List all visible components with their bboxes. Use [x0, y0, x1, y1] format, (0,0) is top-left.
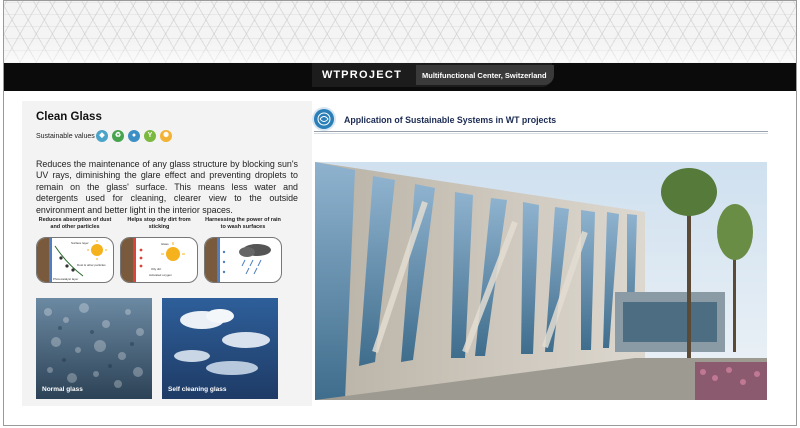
recycle-icon: ♻: [112, 130, 124, 142]
building-facade-image: [315, 162, 767, 400]
rain-diagram-illustration: [205, 238, 281, 282]
water-drop-icon: ◆: [96, 130, 108, 142]
panel-title: Clean Glass: [36, 111, 102, 123]
diagram-rain: [204, 217, 282, 287]
diagram-caption: Harnessing the power of rain to wash surfaces: [205, 217, 281, 230]
panel-description: Reduces the maintenance of any glass structure by blocking sun's UV rays, diminishing the glare effect and preventing droplets to remain on the glass' surface. This means less water and detergents used for cleaning, clearer view to the outside environment and better light in the interior spaces.: [36, 159, 298, 215]
diagram-box: [204, 237, 282, 283]
self-cleaning-glass-image: [162, 298, 278, 399]
diagram-oily-dirt: [120, 217, 198, 287]
sustainable-values-label: Sustainable values: [36, 133, 95, 140]
section-divider-light: [314, 133, 768, 134]
slide-frame: [3, 0, 797, 426]
diagram-caption: Helps stop oily dirt from sticking: [127, 217, 191, 230]
plant-icon: Y: [144, 130, 156, 142]
diagram-dust: [36, 217, 114, 287]
brand-logo: WTPROJECT: [322, 69, 403, 81]
label-activated-oxygen: Activated oxygen: [149, 273, 172, 277]
label-dust: Dust & other particles: [77, 263, 106, 267]
sustainable-values-icons: [96, 130, 172, 142]
sun-icon: ✺: [160, 130, 172, 142]
photo-normal-glass: [36, 298, 152, 399]
project-subtitle: Multifunctional Center, Switzerland: [416, 65, 554, 85]
normal-glass-image: [36, 298, 152, 399]
globe-icon: ●: [128, 130, 140, 142]
photo-caption: Self cleaning glass: [168, 386, 227, 393]
label-oily-dirt: Oily dirt: [151, 267, 162, 271]
clean-glass-panel: [22, 101, 312, 406]
building-photo: [315, 162, 767, 400]
pattern-fade: [4, 41, 796, 63]
label-surface-layer: Surface layer: [71, 241, 89, 245]
section-title: Application of Sustainable Systems in WT projects: [344, 115, 557, 125]
photo-caption: Normal glass: [42, 386, 83, 393]
diagram-caption: Reduces absorption of dust and other particles: [38, 217, 112, 230]
diagram-box: [36, 237, 114, 283]
photo-self-cleaning-glass: [162, 298, 278, 399]
label-photocatalyst: Photocatalyst layer: [53, 277, 79, 281]
section-divider: [314, 131, 768, 132]
label-glass: Glass: [161, 242, 169, 246]
sustainability-badge-icon: [314, 109, 334, 129]
oily-dirt-diagram-illustration: [121, 238, 197, 282]
diagram-box: [120, 237, 198, 283]
dust-diagram-illustration: [37, 238, 113, 282]
